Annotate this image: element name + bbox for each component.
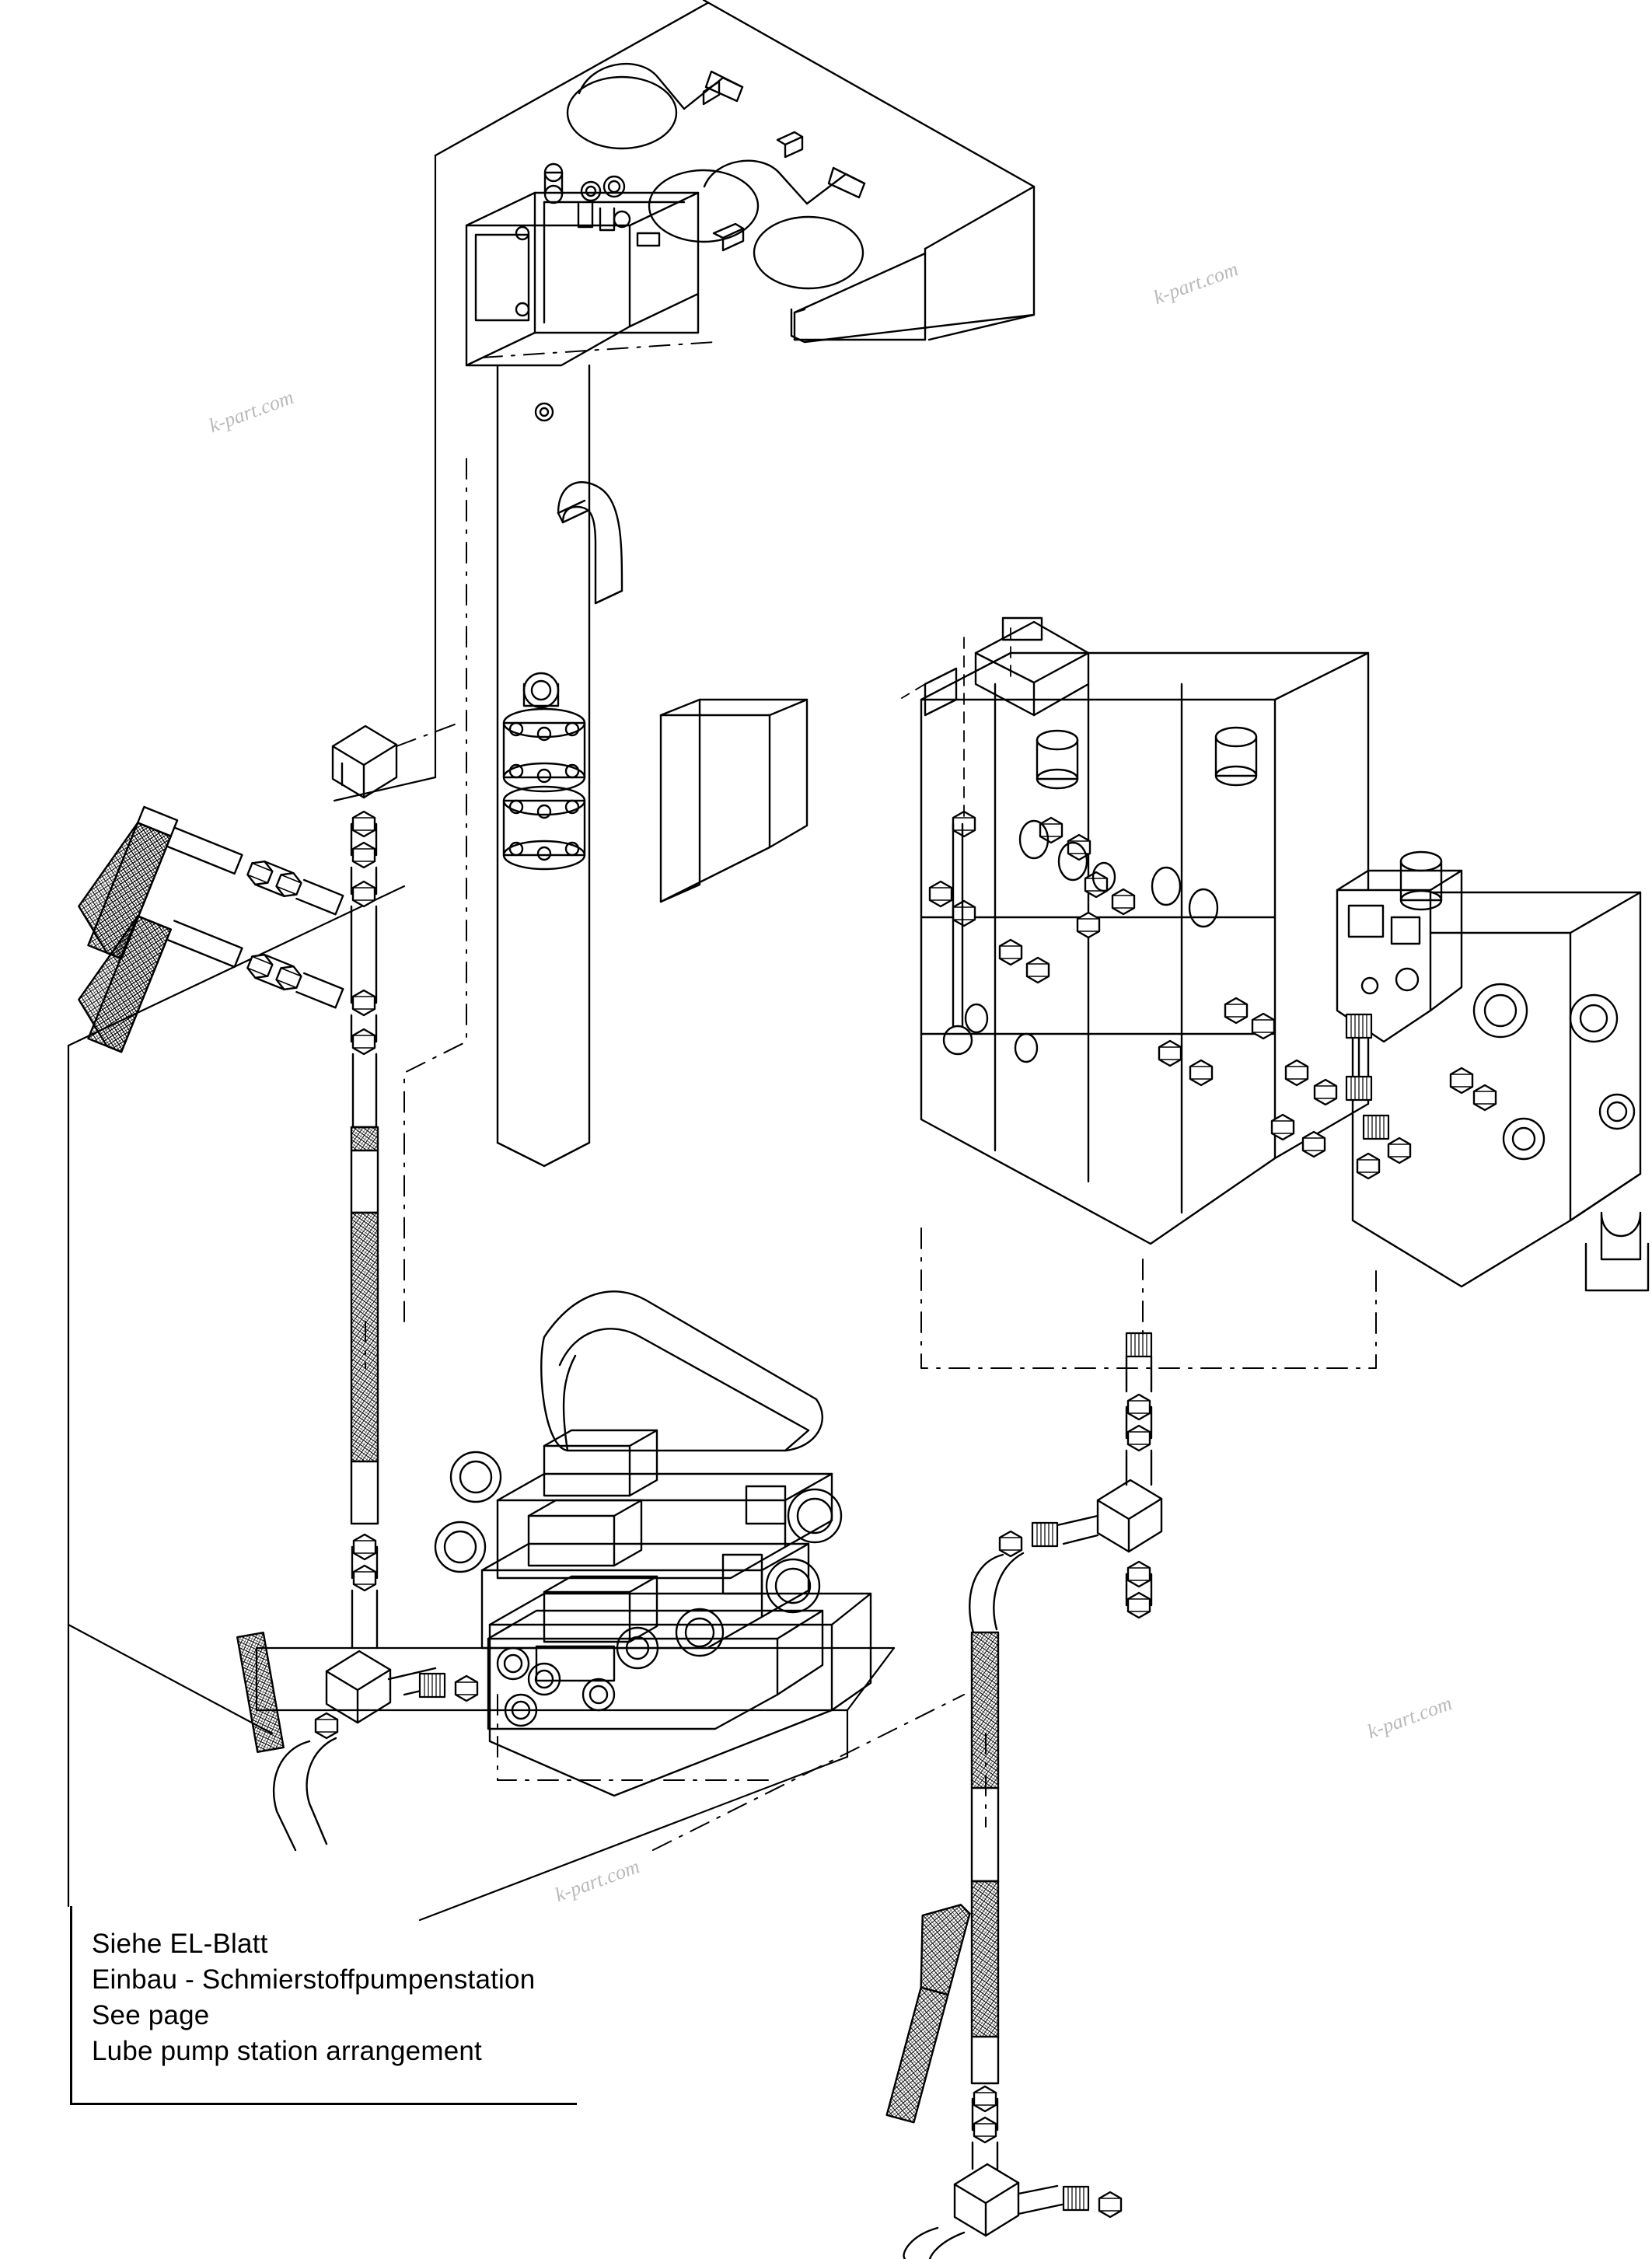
caption-rule-horizontal <box>70 2103 577 2105</box>
braided-lube-hose-upper-left <box>237 726 477 1850</box>
caption-line-1: Siehe EL-Blatt <box>92 1929 268 1959</box>
caption-block <box>92 1926 667 2069</box>
distributor-manifold-block <box>435 1291 871 1796</box>
caption-rule-vertical <box>70 1906 72 2105</box>
braided-lube-hose-diagonal-pair <box>67 798 346 1120</box>
caption-line-3: See page <box>92 2000 210 2030</box>
lube-pump-housing <box>466 164 698 365</box>
watermark-1: k-part.com <box>206 386 297 438</box>
caption-line-4: Lube pump station arrangement <box>92 2036 482 2066</box>
watermark-3: k-part.com <box>1364 1692 1455 1744</box>
watermark-4: k-part.com <box>552 1855 643 1907</box>
braided-lube-hose-right <box>870 1333 1161 2259</box>
machine-deck-plate <box>435 0 1034 342</box>
hydraulic-valve-block-assembly <box>921 618 1648 1290</box>
support-pillar <box>661 700 807 902</box>
vertical-pipe-with-flanges <box>498 365 622 1166</box>
machine-frame-outline <box>68 155 894 1920</box>
watermark-2: k-part.com <box>1151 257 1242 309</box>
caption-line-2: Einbau - Schmierstoffpumpenstation <box>92 1964 536 1995</box>
